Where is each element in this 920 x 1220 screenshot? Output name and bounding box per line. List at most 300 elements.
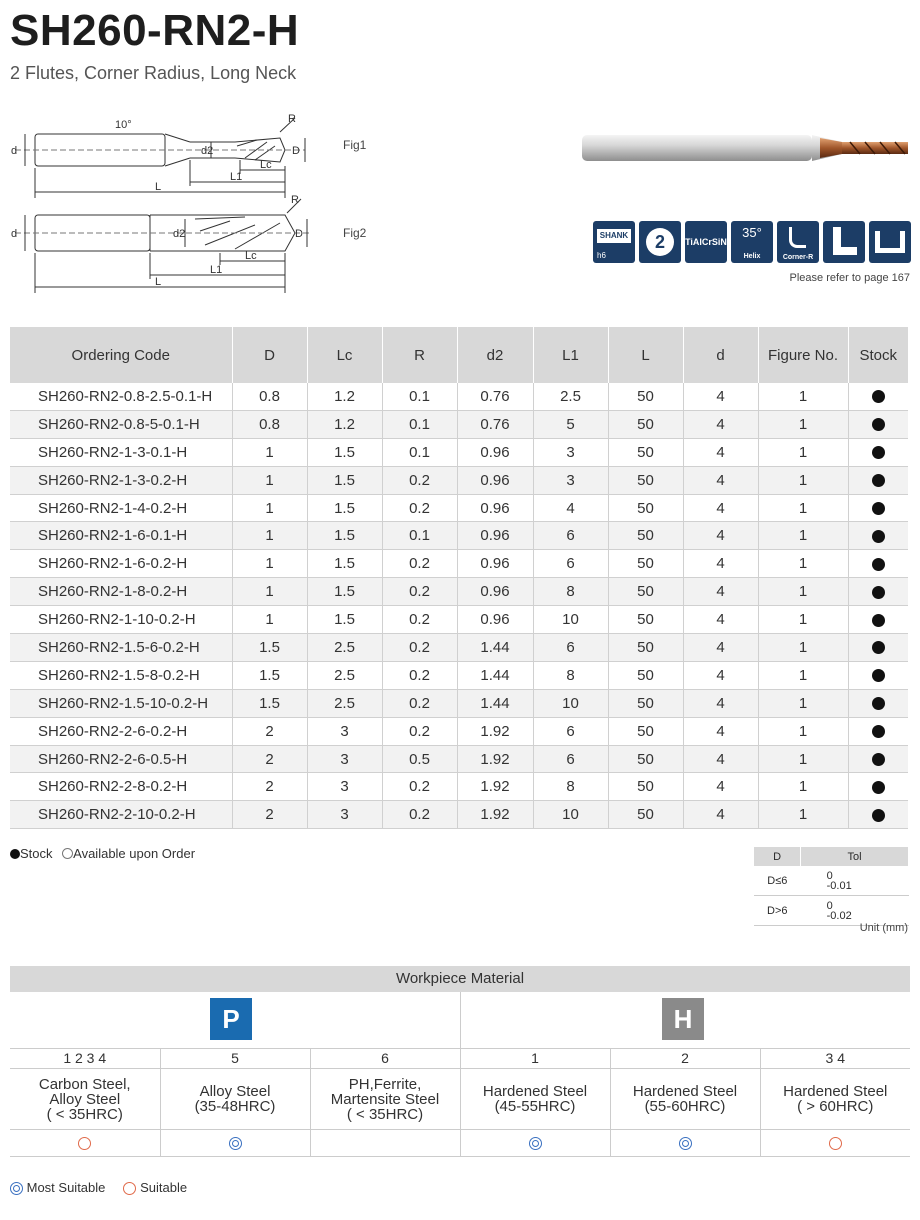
fig1-drawing <box>5 112 320 202</box>
spec-cell: 0.2 <box>382 578 457 606</box>
spec-cell: 0.96 <box>457 466 533 494</box>
spec-cell: 1.5 <box>307 578 382 606</box>
spec-cell: 1.5 <box>307 466 382 494</box>
material-name-line: (45-55HRC) <box>494 1098 576 1115</box>
dim-R-label: R <box>291 195 299 206</box>
group-h-badge: H <box>662 998 704 1040</box>
shank-sub-label: h6 <box>597 251 606 260</box>
table-row <box>10 606 908 634</box>
material-name-row <box>10 1069 910 1130</box>
stock-dot-icon <box>872 530 885 543</box>
order-circle-icon <box>62 848 73 859</box>
material-name <box>460 1069 610 1130</box>
stock-dot-icon <box>872 641 885 654</box>
spec-cell: 0.5 <box>382 745 457 773</box>
col-header: R <box>382 327 457 383</box>
spec-cell: 4 <box>683 801 758 829</box>
spec-cell: 4 <box>683 466 758 494</box>
dim-d2-label: d2 <box>173 228 186 240</box>
spec-cell: 1 <box>232 438 307 466</box>
ordering-code-cell: SH260-RN2-2-8-0.2-H <box>10 773 232 801</box>
stock-legend-label: Stock <box>20 846 53 861</box>
spec-cell: 1 <box>758 550 848 578</box>
material-name-line: Hardened Steel <box>632 1083 738 1100</box>
dim-Lc-label: Lc <box>245 250 257 262</box>
material-number-row <box>10 1048 910 1069</box>
spec-cell: 8 <box>533 773 608 801</box>
material-name-line: Hardened Steel <box>783 1083 888 1100</box>
ordering-code-cell: SH260-RN2-1-3-0.1-H <box>10 438 232 466</box>
stock-cell <box>848 801 908 829</box>
helix-icon <box>731 221 773 263</box>
spec-cell: 1.92 <box>457 773 533 801</box>
dim-d-label: d <box>11 145 18 157</box>
stock-dot-icon <box>872 446 885 459</box>
spec-cell: 10 <box>533 801 608 829</box>
material-name-line: Alloy Steel <box>199 1083 271 1100</box>
stock-dot-icon <box>872 474 885 487</box>
spec-cell: 5 <box>533 410 608 438</box>
spec-cell: 50 <box>608 773 683 801</box>
spec-cell: 1 <box>232 522 307 550</box>
stock-dot-icon <box>872 753 885 766</box>
spec-cell: 50 <box>608 494 683 522</box>
col-header: d2 <box>457 327 533 383</box>
stock-cell <box>848 494 908 522</box>
flutes-icon <box>639 221 681 263</box>
ordering-code-cell: SH260-RN2-2-10-0.2-H <box>10 801 232 829</box>
spec-cell: 1 <box>232 494 307 522</box>
tol-range: D≤6 <box>754 866 801 896</box>
fig2-drawing <box>5 195 320 295</box>
tol-row <box>754 896 909 926</box>
spec-cell: 6 <box>533 634 608 662</box>
ordering-code-cell: SH260-RN2-2-6-0.2-H <box>10 717 232 745</box>
suitability-cell <box>160 1130 310 1157</box>
suitability-cell <box>760 1130 910 1157</box>
spec-cell: 50 <box>608 717 683 745</box>
stock-cell <box>848 578 908 606</box>
spec-cell: 1.44 <box>457 634 533 662</box>
spec-cell: 6 <box>533 522 608 550</box>
suitability-legend <box>10 1180 187 1195</box>
spec-cell: 1 <box>758 745 848 773</box>
material-number: 1 2 3 4 <box>10 1048 160 1069</box>
spec-cell: 0.2 <box>382 689 457 717</box>
table-row <box>10 438 908 466</box>
spec-cell: 2.5 <box>307 689 382 717</box>
spec-cell: 4 <box>683 410 758 438</box>
ordering-code-cell: SH260-RN2-1.5-8-0.2-H <box>10 661 232 689</box>
dim-d-label: d <box>11 228 18 240</box>
spec-cell: 1 <box>758 494 848 522</box>
suitable-label: Suitable <box>140 1180 188 1195</box>
spec-cell: 1 <box>758 801 848 829</box>
dim-L1-label: L1 <box>210 264 223 276</box>
material-name <box>610 1069 760 1130</box>
suitable-icon <box>78 1137 91 1150</box>
spec-cell: 1.44 <box>457 689 533 717</box>
spec-table <box>10 327 908 829</box>
spec-cell: 50 <box>608 522 683 550</box>
group-p-badge: P <box>210 998 252 1040</box>
corner-r-label: Corner-R <box>782 254 814 261</box>
spec-cell: 0.2 <box>382 717 457 745</box>
dim-angle-label: 10° <box>115 119 132 131</box>
spec-cell: 1.5 <box>232 634 307 662</box>
ordering-code-cell: SH260-RN2-1-10-0.2-H <box>10 606 232 634</box>
slotting-icon <box>869 221 911 263</box>
table-row <box>10 410 908 438</box>
ordering-code-cell: SH260-RN2-2-6-0.5-H <box>10 745 232 773</box>
spec-cell: 1 <box>758 438 848 466</box>
material-name-line: ( < 35HRC) <box>46 1105 123 1123</box>
spec-cell: 4 <box>683 494 758 522</box>
corner-radius-icon <box>777 221 819 263</box>
workpiece-table <box>10 1048 910 1157</box>
suitability-cell <box>310 1130 460 1157</box>
stock-cell <box>848 773 908 801</box>
table-row <box>10 689 908 717</box>
stock-cell <box>848 550 908 578</box>
spec-cell: 1.5 <box>307 494 382 522</box>
feature-icons <box>593 221 911 263</box>
ordering-code-cell: SH260-RN2-1.5-6-0.2-H <box>10 634 232 662</box>
spec-cell: 1.5 <box>307 550 382 578</box>
table-row <box>10 745 908 773</box>
spec-cell: 8 <box>533 661 608 689</box>
material-name-line: Carbon Steel, <box>38 1075 131 1093</box>
shank-h6-icon <box>593 221 635 263</box>
spec-cell: 1.92 <box>457 801 533 829</box>
fig1-label: Fig1 <box>343 138 367 152</box>
spec-cell: 50 <box>608 634 683 662</box>
spec-cell: 1.44 <box>457 661 533 689</box>
table-row <box>10 801 908 829</box>
ordering-code-cell: SH260-RN2-0.8-2.5-0.1-H <box>10 383 232 410</box>
spec-cell: 1 <box>758 689 848 717</box>
stock-cell <box>848 522 908 550</box>
stock-cell <box>848 717 908 745</box>
table-row <box>10 550 908 578</box>
spec-cell: 4 <box>683 550 758 578</box>
spec-cell: 4 <box>683 438 758 466</box>
material-number: 5 <box>160 1048 310 1069</box>
suitable-icon <box>829 1137 842 1150</box>
spec-cell: 1 <box>758 717 848 745</box>
suitability-cell <box>610 1130 760 1157</box>
spec-cell: 50 <box>608 466 683 494</box>
end-mill-photo <box>580 128 910 168</box>
spec-cell: 2 <box>232 745 307 773</box>
spec-cell: 0.96 <box>457 606 533 634</box>
spec-cell: 1.5 <box>232 661 307 689</box>
tol-limits: 0 -0.02 <box>801 896 909 926</box>
spec-cell: 1 <box>232 606 307 634</box>
spec-cell: 1 <box>758 606 848 634</box>
spec-cell: 4 <box>683 634 758 662</box>
spec-cell: 0.76 <box>457 383 533 410</box>
tol-limits: 0 -0.01 <box>801 866 909 896</box>
spec-cell: 50 <box>608 661 683 689</box>
stock-cell <box>848 634 908 662</box>
stock-dot-icon <box>872 809 885 822</box>
spec-cell: 0.1 <box>382 410 457 438</box>
unit-note: Unit (mm) <box>859 922 908 934</box>
tol-range: D>6 <box>754 896 801 926</box>
spec-cell: 4 <box>533 494 608 522</box>
stock-cell <box>848 466 908 494</box>
order-legend-label: Available upon Order <box>73 846 196 861</box>
ordering-code-cell: SH260-RN2-1.5-10-0.2-H <box>10 689 232 717</box>
helix-label: Helix <box>743 253 761 260</box>
spec-cell: 2 <box>232 717 307 745</box>
table-row <box>10 383 908 410</box>
material-name-line: Hardened Steel <box>482 1083 588 1100</box>
spec-cell: 10 <box>533 606 608 634</box>
ordering-code-cell: SH260-RN2-1-8-0.2-H <box>10 578 232 606</box>
stock-dot-icon <box>872 586 885 599</box>
spec-cell: 50 <box>608 745 683 773</box>
spec-cell: 0.96 <box>457 438 533 466</box>
spec-cell: 6 <box>533 717 608 745</box>
spec-cell: 1 <box>758 773 848 801</box>
workpiece-title: Workpiece Material <box>10 966 910 992</box>
product-subtitle: 2 Flutes, Corner Radius, Long Neck <box>10 63 297 83</box>
spec-cell: 50 <box>608 383 683 410</box>
fig2-label: Fig2 <box>343 226 367 240</box>
spec-cell: 8 <box>533 578 608 606</box>
tol-row <box>754 866 909 896</box>
stock-cell <box>848 383 908 410</box>
table-row <box>10 466 908 494</box>
spec-cell: 2.5 <box>307 661 382 689</box>
stock-dot-icon <box>872 697 885 710</box>
table-row <box>10 717 908 745</box>
spec-cell: 6 <box>533 745 608 773</box>
table-row <box>10 494 908 522</box>
product-title: SH260-RN2-H <box>10 6 300 55</box>
spec-cell: 1.5 <box>307 438 382 466</box>
spec-cell: 2.5 <box>307 634 382 662</box>
spec-cell: 1.92 <box>457 745 533 773</box>
col-header: Ordering Code <box>10 327 232 383</box>
spec-cell: 6 <box>533 550 608 578</box>
spec-cell: 0.2 <box>382 494 457 522</box>
tol-header: D <box>754 847 801 866</box>
spec-cell: 1 <box>758 383 848 410</box>
spec-cell: 1 <box>758 466 848 494</box>
dim-L-label: L <box>155 276 162 288</box>
stock-dot-icon <box>872 558 885 571</box>
spec-cell: 4 <box>683 661 758 689</box>
material-number: 3 4 <box>760 1048 910 1069</box>
stock-cell <box>848 606 908 634</box>
spec-cell: 50 <box>608 578 683 606</box>
helix-value: 35° <box>742 225 762 240</box>
material-number: 2 <box>610 1048 760 1069</box>
stock-cell <box>848 438 908 466</box>
ordering-code-cell: SH260-RN2-1-4-0.2-H <box>10 494 232 522</box>
material-name <box>310 1069 460 1130</box>
material-name <box>10 1069 160 1130</box>
tol-header: Tol <box>801 847 909 866</box>
coating-label: TiAlCrSiN <box>685 237 727 247</box>
stock-cell <box>848 689 908 717</box>
material-name-line: (35-48HRC) <box>194 1098 276 1115</box>
col-header: Stock <box>848 327 908 383</box>
ordering-code-cell: SH260-RN2-1-3-0.2-H <box>10 466 232 494</box>
spec-cell: 2 <box>232 801 307 829</box>
dim-d2-label: d2 <box>201 145 214 157</box>
material-name-line: Martensite Steel <box>330 1090 440 1108</box>
ordering-code-cell: SH260-RN2-0.8-5-0.1-H <box>10 410 232 438</box>
dim-Lc-label: Lc <box>260 159 272 171</box>
spec-cell: 4 <box>683 606 758 634</box>
spec-cell: 1 <box>758 634 848 662</box>
stock-dot-icon <box>872 781 885 794</box>
spec-cell: 4 <box>683 745 758 773</box>
spec-cell: 0.96 <box>457 578 533 606</box>
spec-cell: 3 <box>307 745 382 773</box>
stock-dot-icon <box>872 669 885 682</box>
spec-cell: 0.8 <box>232 410 307 438</box>
dim-R-label: R <box>288 113 296 125</box>
spec-cell: 0.2 <box>382 773 457 801</box>
suitability-cell <box>460 1130 610 1157</box>
stock-dot-icon <box>872 418 885 431</box>
long-neck-icon <box>823 221 865 263</box>
spec-cell: 0.2 <box>382 661 457 689</box>
spec-cell: 0.2 <box>382 466 457 494</box>
spec-header-row <box>10 327 908 383</box>
spec-cell: 3 <box>307 717 382 745</box>
ordering-code-cell: SH260-RN2-1-6-0.2-H <box>10 550 232 578</box>
col-header: D <box>232 327 307 383</box>
stock-cell <box>848 410 908 438</box>
spec-cell: 4 <box>683 773 758 801</box>
spec-cell: 50 <box>608 801 683 829</box>
spec-cell: 0.76 <box>457 410 533 438</box>
spec-cell: 0.96 <box>457 494 533 522</box>
spec-cell: 1.5 <box>232 689 307 717</box>
table-row <box>10 773 908 801</box>
dim-L1-label: L1 <box>230 171 243 183</box>
stock-legend <box>10 846 195 861</box>
material-name-line: (55-60HRC) <box>644 1098 726 1115</box>
material-name-line: PH,Ferrite, <box>348 1075 422 1093</box>
spec-cell: 1 <box>232 466 307 494</box>
spec-cell: 50 <box>608 550 683 578</box>
ordering-code-cell: SH260-RN2-1-6-0.1-H <box>10 522 232 550</box>
spec-cell: 0.8 <box>232 383 307 410</box>
spec-cell: 0.96 <box>457 550 533 578</box>
spec-cell: 0.96 <box>457 522 533 550</box>
most-suitable-icon <box>679 1137 692 1150</box>
spec-cell: 50 <box>608 438 683 466</box>
col-header: Figure No. <box>758 327 848 383</box>
dim-D-label: D <box>295 228 303 240</box>
spec-cell: 1 <box>758 410 848 438</box>
col-header: d <box>683 327 758 383</box>
stock-cell <box>848 745 908 773</box>
most-suitable-icon <box>229 1137 242 1150</box>
spec-cell: 1.2 <box>307 410 382 438</box>
spec-cell: 4 <box>683 578 758 606</box>
tolerance-table <box>754 847 909 926</box>
table-row <box>10 661 908 689</box>
spec-cell: 0.1 <box>382 522 457 550</box>
spec-table-body <box>10 383 908 829</box>
table-row <box>10 578 908 606</box>
suitable-icon <box>123 1182 136 1195</box>
spec-cell: 4 <box>683 689 758 717</box>
spec-cell: 1.92 <box>457 717 533 745</box>
dim-L-label: L <box>155 181 162 193</box>
col-header: L <box>608 327 683 383</box>
material-number: 6 <box>310 1048 460 1069</box>
material-name-line: Alloy Steel <box>49 1090 121 1108</box>
stock-dot-icon <box>872 614 885 627</box>
col-header: L1 <box>533 327 608 383</box>
spec-cell: 1 <box>758 578 848 606</box>
most-suitable-label: Most Suitable <box>26 1180 106 1195</box>
spec-cell: 1 <box>232 578 307 606</box>
spec-cell: 0.2 <box>382 634 457 662</box>
material-name-line: ( > 60HRC) <box>797 1098 874 1115</box>
spec-cell: 0.2 <box>382 801 457 829</box>
spec-cell: 3 <box>533 438 608 466</box>
spec-cell: 10 <box>533 689 608 717</box>
spec-cell: 2.5 <box>533 383 608 410</box>
table-row <box>10 522 908 550</box>
most-suitable-icon <box>10 1182 23 1195</box>
stock-dot-icon <box>872 390 885 403</box>
spec-cell: 4 <box>683 522 758 550</box>
stock-dot-icon <box>872 725 885 738</box>
stock-cell <box>848 661 908 689</box>
spec-cell: 0.2 <box>382 550 457 578</box>
spec-cell: 1 <box>758 661 848 689</box>
col-header: Lc <box>307 327 382 383</box>
spec-cell: 1 <box>758 522 848 550</box>
spec-cell: 1.5 <box>307 606 382 634</box>
shank-label: SHANK <box>597 229 631 243</box>
coating-icon <box>685 221 727 263</box>
material-name-line: ( < 35HRC) <box>346 1105 424 1123</box>
spec-cell: 2 <box>232 773 307 801</box>
spec-cell: 50 <box>608 410 683 438</box>
spec-cell: 3 <box>307 801 382 829</box>
spec-cell: 0.2 <box>382 606 457 634</box>
material-groups <box>10 992 910 1049</box>
suitability-row <box>10 1130 910 1157</box>
material-name <box>760 1069 910 1130</box>
dim-D-label: D <box>292 145 300 157</box>
table-row <box>10 634 908 662</box>
spec-cell: 1 <box>232 550 307 578</box>
flutes-count: 2 <box>646 228 674 256</box>
spec-cell: 0.1 <box>382 383 457 410</box>
spec-cell: 50 <box>608 689 683 717</box>
spec-cell: 1.2 <box>307 383 382 410</box>
material-number: 1 <box>460 1048 610 1069</box>
spec-cell: 0.1 <box>382 438 457 466</box>
page-reference: Please refer to page 167 <box>789 272 910 284</box>
spec-cell: 3 <box>307 773 382 801</box>
material-name <box>160 1069 310 1130</box>
suitability-cell <box>10 1130 160 1157</box>
